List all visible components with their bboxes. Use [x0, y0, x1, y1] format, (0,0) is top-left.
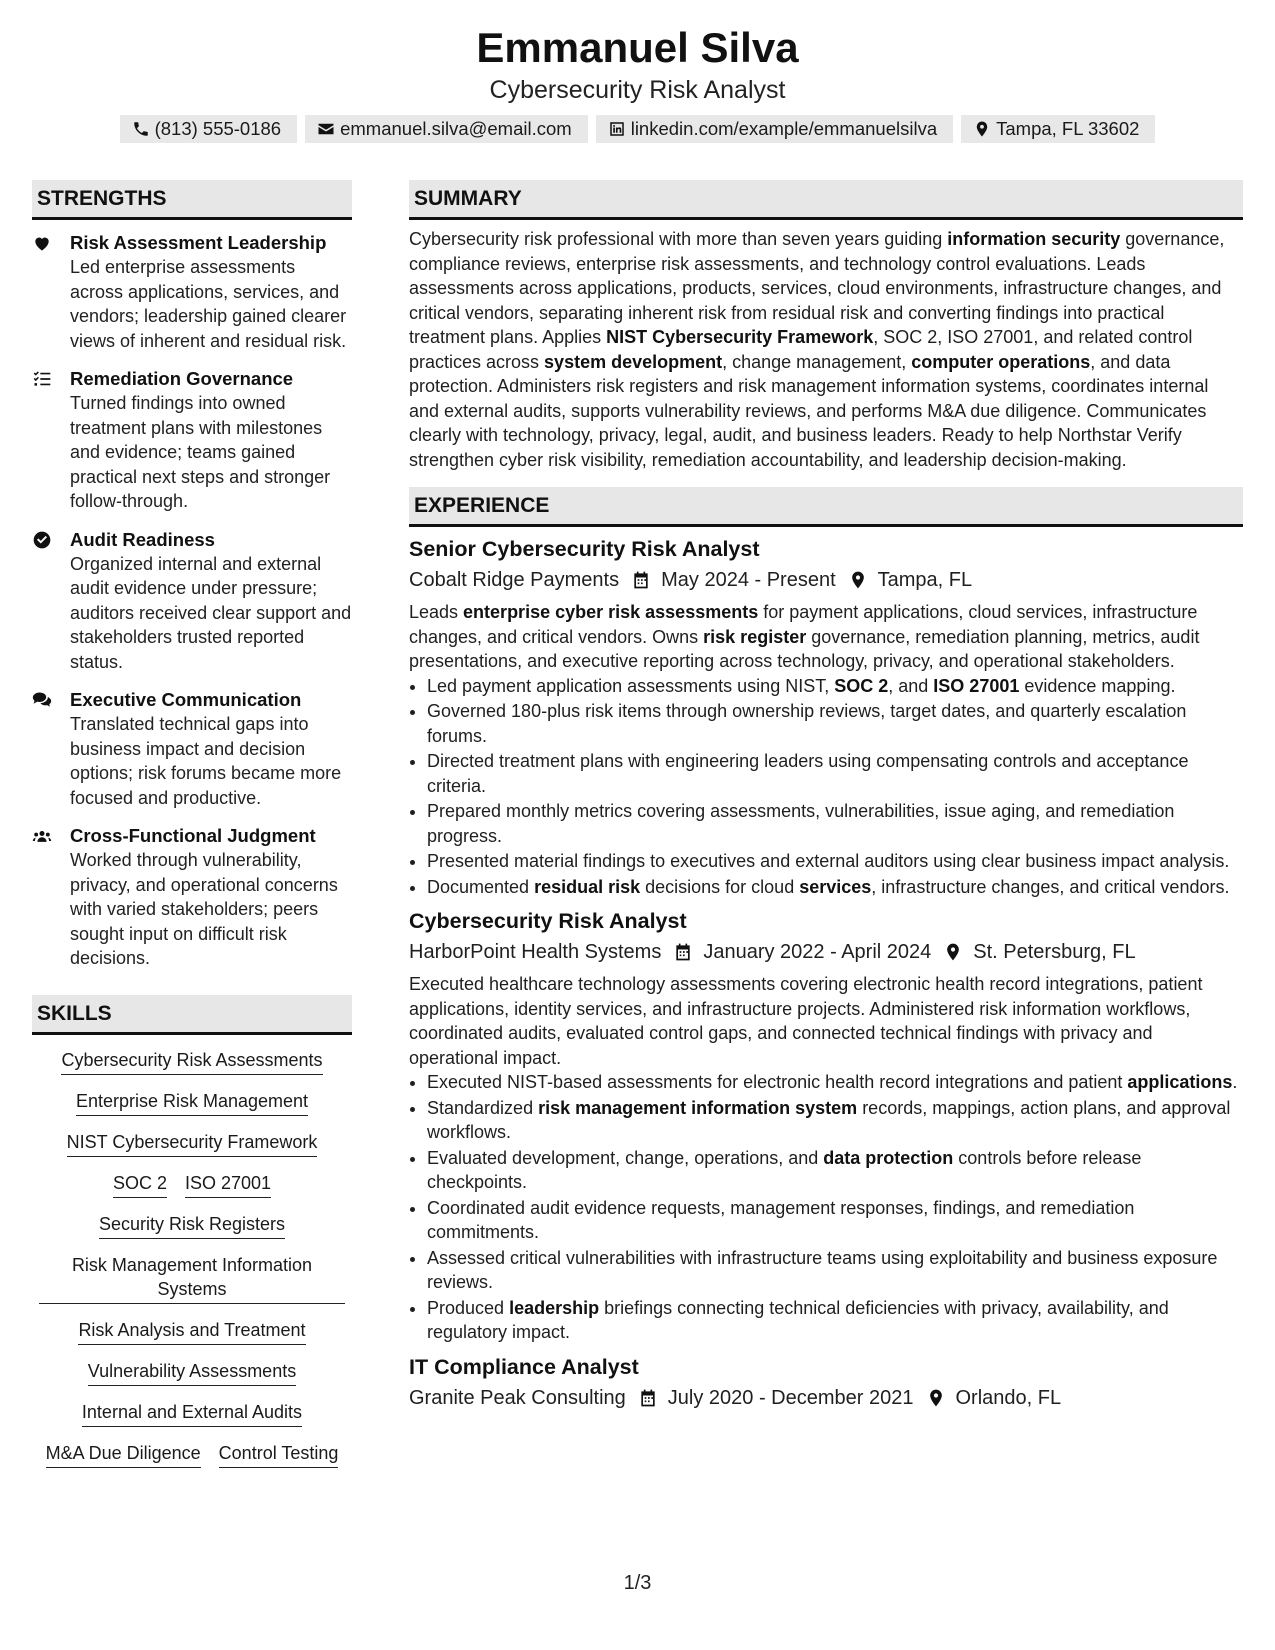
- job-entry: [409, 1352, 1243, 1413]
- calendar-icon: [673, 942, 693, 962]
- skill-tag: Risk Analysis and Treatment: [78, 1318, 305, 1345]
- bold-phrase: leadership: [509, 1297, 600, 1318]
- job-entry: [409, 906, 1243, 1345]
- bullet-item: • Governed 180-plus risk items through ownership reviews, target dates, and quarterly escalation forums.: [427, 699, 1243, 748]
- bullet-item: • Directed treatment plans with engineering leaders using compensating controls and acceptance criteria.: [427, 749, 1243, 798]
- candidate-title: Cybersecurity Risk Analyst: [489, 76, 786, 104]
- skill-tag: ISO 27001: [185, 1171, 271, 1198]
- strength-desc: Organized internal and external audit evidence under pressure; auditors received clear support and stakeholders trusted reported status.: [70, 553, 352, 672]
- summary-heading: SUMMARY: [409, 180, 1243, 220]
- contact-bar: [0, 115, 1275, 143]
- right-column: [409, 180, 1243, 1413]
- skill-tag: SOC 2: [113, 1171, 167, 1198]
- job-location: Orlando, FL: [955, 1386, 1062, 1409]
- strengths-heading: STRENGTHS: [32, 180, 352, 220]
- heart-icon: [32, 233, 52, 253]
- skill-tag: Security Risk Registers: [99, 1212, 285, 1239]
- bold-phrase: services: [799, 876, 872, 897]
- bullet-item: • Coordinated audit evidence requests, management responses, findings, and remediation commitments.: [427, 1196, 1243, 1245]
- skill-tag: NIST Cybersecurity Framework: [67, 1130, 318, 1157]
- check-circle-icon: [32, 530, 52, 550]
- strength-desc: Worked through vulnerability, privacy, and operational concerns with varied stakeholders; peers sought input on difficult risk decisions.: [70, 850, 338, 968]
- bullet-item: • Led payment application assessments using NIST, SOC 2, and ISO 27001 evidence mapping.: [427, 674, 1243, 699]
- job-dates: July 2020 - December 2021: [667, 1386, 914, 1409]
- bold-phrase: information security: [947, 229, 1121, 249]
- job-meta: [409, 937, 1243, 967]
- job-location: Tampa, FL: [877, 569, 973, 591]
- contact-location: [961, 115, 1155, 143]
- job-meta: [409, 565, 1243, 595]
- location-text: Tampa, FL 33602: [996, 118, 1140, 139]
- strength-item: [32, 528, 352, 675]
- bullet-item: • Executed NIST-based assessments for electronic health record integrations and patient applications.: [427, 1070, 1243, 1095]
- strength-desc: Translated technical gaps into business impact and decision options; risk forums became more focused and productive.: [70, 714, 342, 808]
- company-name: Granite Peak Consulting: [409, 1386, 626, 1409]
- job-title: Cybersecurity Risk Analyst: [409, 909, 687, 933]
- company-name: HarborPoint Health Systems: [409, 941, 662, 963]
- bullet-item: • Presented material findings to executives and external auditors using clear business impact analysis.: [427, 849, 1243, 874]
- job-bullets: [409, 1070, 1243, 1345]
- bold-phrase: risk register: [703, 626, 807, 647]
- skills-list: [32, 1048, 352, 1468]
- bold-phrase: data protection: [823, 1147, 954, 1168]
- job-dates: January 2022 - April 2024: [703, 941, 932, 963]
- job-description: Leads enterprise cyber risk assessments for payment applications, cloud services, infrastructure changes, and critical vendors. Owns risk register governance, remediation planning, metrics, audit presentations, and executive reporting across technology, privacy, and operational stakeholders.: [409, 602, 1200, 671]
- job-meta: [409, 1383, 1243, 1413]
- email-text[interactable]: emmanuel.silva@email.com: [340, 118, 572, 139]
- skill-tag: Vulnerability Assessments: [88, 1359, 296, 1386]
- experience-heading: EXPERIENCE: [409, 487, 1243, 527]
- bold-phrase: SOC 2: [834, 675, 889, 696]
- map-pin-icon: [973, 120, 991, 138]
- bullet-item: • Produced leadership briefings connecting technical deficiencies with privacy, availability, and regulatory impact.: [427, 1296, 1243, 1345]
- strengths-list: [32, 231, 352, 971]
- bullet-item: • Evaluated development, change, operations, and data protection controls before release checkpoints.: [427, 1146, 1243, 1195]
- contact-email[interactable]: [305, 115, 588, 143]
- job-description: Executed healthcare technology assessments covering electronic health record integrations, patient applications, identity services, and infrastructure projects. Administered risk information workflows, coordinated audits, evaluated control gaps, and connected technical findings with privacy and operational impact.: [409, 974, 1203, 1068]
- skills-heading: SKILLS: [32, 995, 352, 1035]
- job-entry: [409, 534, 1243, 899]
- bullet-item: • Prepared monthly metrics covering assessments, vulnerabilities, issue aging, and remediation progress.: [427, 799, 1243, 848]
- bold-phrase: risk management information system: [538, 1097, 858, 1118]
- candidate-name: Emmanuel Silva: [476, 24, 799, 71]
- skill-tag: Risk Management Information Systems: [39, 1253, 345, 1304]
- job-dates: May 2024 - Present: [661, 569, 836, 591]
- page-number: 1/3: [623, 1572, 652, 1594]
- strength-title: Audit Readiness: [70, 528, 215, 550]
- bullet-item: • Documented residual risk decisions for cloud services, infrastructure changes, and critical vendors.: [427, 875, 1243, 900]
- strength-title: Remediation Governance: [70, 368, 294, 389]
- strength-title: Risk Assessment Leadership: [70, 232, 327, 253]
- linkedin-text[interactable]: linkedin.com/example/emmanuelsilva: [630, 118, 938, 139]
- bold-phrase: applications: [1127, 1072, 1233, 1092]
- skill-tag: Cybersecurity Risk Assessments: [61, 1048, 322, 1075]
- calendar-icon: [638, 1388, 658, 1408]
- phone-text: (813) 555-0186: [154, 118, 282, 139]
- resume-header: [0, 22, 1275, 143]
- phone-icon: [132, 120, 150, 138]
- job-location: St. Petersburg, FL: [973, 941, 1136, 963]
- skill-tag: Internal and External Audits: [82, 1400, 302, 1427]
- bullet-item: • Assessed critical vulnerabilities with infrastructure teams using exploitability and business exposure reviews.: [427, 1246, 1243, 1295]
- bullet-item: • Standardized risk management information system records, mappings, action plans, and approval workflows.: [427, 1096, 1243, 1145]
- users-icon: [32, 826, 52, 846]
- map-pin-icon: [848, 570, 868, 590]
- job-title: IT Compliance Analyst: [409, 1354, 639, 1379]
- strength-item: [32, 688, 352, 810]
- bold-phrase: system development: [544, 351, 723, 372]
- map-pin-icon: [943, 942, 963, 962]
- strength-title: Executive Communication: [70, 689, 302, 710]
- bold-phrase: computer operations: [911, 351, 1091, 372]
- linkedin-icon: [608, 120, 626, 138]
- company-name: Cobalt Ridge Payments: [409, 569, 620, 591]
- job-bullets: [409, 674, 1243, 900]
- checklist-icon: [32, 369, 52, 389]
- bold-phrase: ISO 27001: [933, 675, 1020, 696]
- contact-phone: [120, 115, 298, 143]
- contact-linkedin[interactable]: [596, 115, 953, 143]
- strength-title: Cross-Functional Judgment: [70, 825, 316, 846]
- strength-desc: Led enterprise assessments across applications, services, and vendors; leadership gained clearer views of inherent and residual risk.: [70, 257, 347, 351]
- envelope-icon: [317, 120, 335, 138]
- calendar-icon: [631, 570, 651, 590]
- job-title: Senior Cybersecurity Risk Analyst: [409, 537, 760, 561]
- skill-tag: Enterprise Risk Management: [76, 1089, 308, 1116]
- comments-icon: [32, 690, 52, 710]
- strength-item: [32, 231, 352, 353]
- summary-text: Cybersecurity risk professional with more than seven years guiding information security governance, compliance reviews, enterprise risk assessments, and technology control evaluations. Leads assessments across applications, products, services, cloud environments, infrastructure changes, and critical vendors, separating inherent risk from residual risk and converting findings into practical treatment plans. Applies NIST Cybersecurity Framework, SOC 2, ISO 27001, and related control practices across system development, change management, computer operations, and data protection. Administers risk registers and risk management information systems, coordinates internal and external audits, supports vulnerability reviews, and performs M&A due diligence. Communicates clearly with technology, privacy, legal, audit, and business leaders. Ready to help Northstar Verify strengthen cyber risk visibility, remediation accountability, and leadership decision-making.: [409, 229, 1225, 470]
- skill-tag: M&A Due Diligence: [46, 1441, 201, 1468]
- bold-phrase: enterprise cyber risk assessments: [463, 602, 759, 622]
- strength-item: [32, 824, 352, 971]
- strength-item: [32, 367, 352, 514]
- left-column: [32, 180, 352, 1482]
- skill-tag: Control Testing: [219, 1441, 339, 1468]
- map-pin-icon: [926, 1388, 946, 1408]
- bold-phrase: NIST Cybersecurity Framework: [606, 327, 874, 347]
- strength-desc: Turned findings into owned treatment plans with milestones and evidence; teams gained practical next steps and stronger follow-through.: [70, 393, 331, 511]
- skills-section: [32, 995, 352, 1468]
- bold-phrase: residual risk: [534, 876, 641, 897]
